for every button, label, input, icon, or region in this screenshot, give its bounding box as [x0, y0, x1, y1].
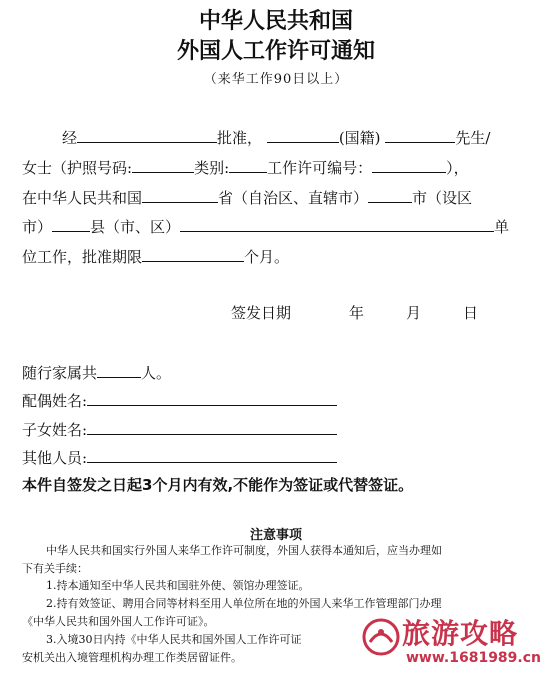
watermark — [362, 612, 548, 672]
notes-intro: 中华人民共和国实行外国人来华工作许可制度，外国人获得本通知后，应当办理如 — [46, 544, 442, 557]
label-county: 县（市、区） — [90, 218, 181, 236]
watermark-url: www.1681989.cn — [406, 650, 541, 666]
blank-city — [368, 188, 412, 203]
blank-authority — [77, 128, 217, 143]
label-approve: 批准， — [217, 129, 263, 147]
label-close: ）， — [446, 159, 469, 177]
blank-spouse — [87, 391, 337, 406]
label-prc: 在中华人民共和国 — [22, 189, 143, 207]
spouse-line — [22, 390, 337, 411]
label-persons: 人。 — [141, 364, 172, 382]
issue-date — [231, 302, 478, 323]
note-item-1: 1.持本通知至中华人民共和国驻外使、领馆办理签证。 — [46, 579, 310, 592]
watermark-text: 旅游攻略 — [402, 617, 519, 650]
note-item-2: 2.持有效签证、聘用合同等材料至用人单位所在地的外国人来华工作管理部门办理 — [46, 597, 442, 610]
blank-nationality — [385, 128, 455, 143]
label-permit-no: 工作许可编号： — [267, 159, 373, 177]
form-line-3 — [22, 187, 472, 208]
label-approved-by: 经 — [62, 129, 78, 147]
form-line-4 — [22, 216, 509, 237]
blank-permit-no — [372, 158, 446, 173]
label-period: 位工作，批准期限 — [22, 248, 143, 266]
label-spouse: 配偶姓名: — [22, 392, 88, 410]
validity-statement: 本件自签发之日起3个月内有效,不能作为签证或代替签证。 — [22, 476, 414, 494]
label-city-close: 市） — [22, 218, 53, 236]
travel-logo-icon — [362, 618, 400, 656]
label-month: 月 — [406, 304, 422, 322]
form-line-2 — [22, 157, 469, 178]
blank-family-count — [97, 363, 141, 378]
form-line-1 — [62, 127, 490, 148]
label-day: 日 — [463, 304, 479, 322]
label-category: 类别: — [194, 159, 230, 177]
label-mr: 先生/ — [455, 129, 491, 147]
label-province: 省（自治区、直辖市） — [218, 189, 369, 207]
notes-title: 注意事项 — [249, 528, 302, 543]
label-year: 年 — [349, 304, 365, 322]
others-line — [22, 447, 337, 468]
blank-children — [87, 420, 337, 435]
note-item-3-cont: 安机关出入境管理机构办理工作类居留证件。 — [22, 651, 242, 664]
blank-category — [229, 158, 267, 173]
label-issue-date: 签发日期 — [231, 304, 292, 322]
blank-period — [142, 247, 244, 262]
note-item-3: 3.入境30日内持《中华人民共和国外国人工作许可证 — [46, 633, 302, 646]
form-line-5 — [22, 246, 289, 267]
blank-passport — [132, 158, 194, 173]
label-family: 随行家属共 — [22, 364, 98, 382]
children-line — [22, 419, 337, 440]
label-passport: 女士（护照号码: — [22, 159, 133, 177]
note-item-2-cont: 《中华人民共和国外国人工作许可证》。 — [22, 615, 215, 628]
label-months: 个月。 — [244, 248, 290, 266]
blank-name — [267, 128, 339, 143]
label-city: 市（设区 — [412, 189, 473, 207]
notes-intro-cont: 下有关手续： — [22, 562, 88, 575]
document-title-line2: 外国人工作许可通知 — [176, 38, 375, 64]
blank-province — [142, 188, 218, 203]
label-children: 子女姓名: — [22, 421, 88, 439]
document-subtitle: （来华工作90日以上） — [203, 72, 349, 87]
family-line — [22, 362, 171, 383]
blank-employer — [180, 217, 494, 232]
document-title-line1: 中华人民共和国 — [198, 8, 353, 34]
label-nationality: (国籍) — [338, 129, 381, 147]
blank-others — [87, 448, 337, 463]
blank-county — [52, 217, 90, 232]
label-others: 其他人员: — [22, 449, 88, 467]
label-unit: 单 — [494, 218, 510, 236]
